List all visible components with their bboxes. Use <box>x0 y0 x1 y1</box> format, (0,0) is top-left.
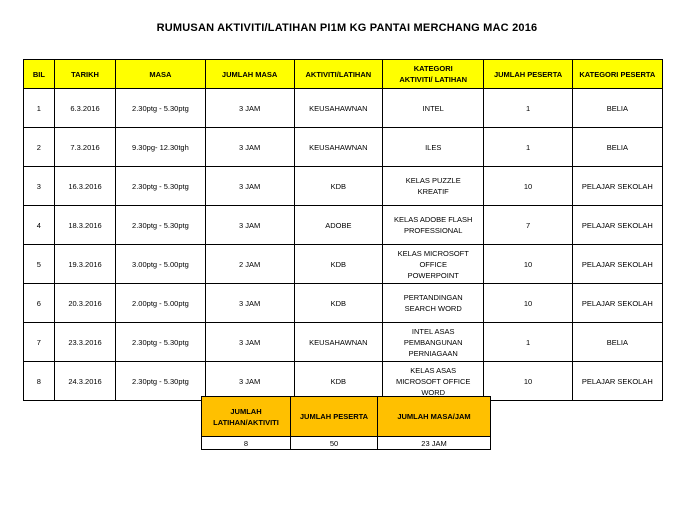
cell-tarikh: 18.3.2016 <box>54 206 116 245</box>
cell-kategori-peserta: BELIA <box>572 323 662 362</box>
table-row <box>24 128 663 167</box>
cell-jumlah-masa: 3 JAM <box>205 206 294 245</box>
cell-jumlah-masa: 3 JAM <box>205 284 294 323</box>
cell-masa: 2.30ptg - 5.30ptg <box>116 323 205 362</box>
table-row <box>24 245 663 284</box>
cell-jumlah-peserta: 1 <box>484 128 572 167</box>
col-header-kategori-peserta: KATEGORI PESERTA <box>572 60 662 89</box>
table-body <box>24 89 663 401</box>
summary-value-jumlah-peserta: 50 <box>291 437 378 450</box>
cell-kategori-peserta: PELAJAR SEKOLAH <box>572 206 662 245</box>
cell-tarikh: 19.3.2016 <box>54 245 116 284</box>
cell-bil: 7 <box>24 323 55 362</box>
cell-aktiviti: KEUSAHAWNAN <box>294 89 382 128</box>
col-header-jumlah-peserta: JUMLAH PESERTA <box>484 60 572 89</box>
cell-jumlah-masa: 3 JAM <box>205 89 294 128</box>
cell-kategori-aktiviti: KELAS MICROSOFT OFFICE POWERPOINT <box>382 245 484 284</box>
cell-kategori-peserta: PELAJAR SEKOLAH <box>572 245 662 284</box>
cell-tarikh: 6.3.2016 <box>54 89 116 128</box>
cell-masa: 2.30ptg - 5.30ptg <box>116 206 205 245</box>
cell-kategori-aktiviti: INTEL <box>382 89 484 128</box>
col-header-jumlah-masa: JUMLAH MASA <box>205 60 294 89</box>
cell-jumlah-masa: 3 JAM <box>205 362 294 401</box>
cell-aktiviti: KDB <box>294 167 382 206</box>
cell-jumlah-masa: 3 JAM <box>205 128 294 167</box>
cell-masa: 9.30pg- 12.30tgh <box>116 128 205 167</box>
table-row <box>24 89 663 128</box>
col-header-tarikh: TARIKH <box>54 60 116 89</box>
cell-kategori-aktiviti: KELAS ADOBE FLASH PROFESSIONAL <box>382 206 484 245</box>
table-row <box>24 323 663 362</box>
cell-kategori-peserta: PELAJAR SEKOLAH <box>572 362 662 401</box>
cell-aktiviti: KEUSAHAWNAN <box>294 128 382 167</box>
cell-masa: 2.30ptg - 5.30ptg <box>116 362 205 401</box>
cell-tarikh: 7.3.2016 <box>54 128 116 167</box>
cell-kategori-peserta: PELAJAR SEKOLAH <box>572 167 662 206</box>
cell-bil: 5 <box>24 245 55 284</box>
cell-kategori-aktiviti: PERTANDINGAN SEARCH WORD <box>382 284 484 323</box>
cell-aktiviti: KDB <box>294 245 382 284</box>
cell-bil: 2 <box>24 128 55 167</box>
table-row <box>24 362 663 401</box>
cell-jumlah-peserta: 10 <box>484 284 572 323</box>
summary-table <box>201 396 491 450</box>
cell-aktiviti: KDB <box>294 284 382 323</box>
cell-tarikh: 23.3.2016 <box>54 323 116 362</box>
cell-masa: 2.30ptg - 5.30ptg <box>116 167 205 206</box>
col-header-masa: MASA <box>116 60 205 89</box>
summary-value-jumlah-latihan: 8 <box>202 437 291 450</box>
cell-bil: 4 <box>24 206 55 245</box>
col-header-aktiviti: AKTIVITI/LATIHAN <box>294 60 382 89</box>
col-header-bil: BIL <box>24 60 55 89</box>
cell-bil: 1 <box>24 89 55 128</box>
summary-value-jumlah-masa: 23 JAM <box>378 437 491 450</box>
cell-aktiviti: KDB <box>294 362 382 401</box>
table-row <box>24 284 663 323</box>
cell-aktiviti: KEUSAHAWNAN <box>294 323 382 362</box>
cell-tarikh: 16.3.2016 <box>54 167 116 206</box>
cell-bil: 3 <box>24 167 55 206</box>
cell-masa: 2.30ptg - 5.30ptg <box>116 89 205 128</box>
cell-kategori-aktiviti: INTEL ASAS PEMBANGUNAN PERNIAGAAN <box>382 323 484 362</box>
table-row <box>24 206 663 245</box>
summary-header-jumlah-peserta: JUMLAH PESERTA <box>291 397 378 437</box>
cell-jumlah-peserta: 10 <box>484 245 572 284</box>
cell-kategori-aktiviti: ILES <box>382 128 484 167</box>
cell-tarikh: 24.3.2016 <box>54 362 116 401</box>
cell-jumlah-masa: 2 JAM <box>205 245 294 284</box>
cell-jumlah-peserta: 1 <box>484 323 572 362</box>
cell-bil: 8 <box>24 362 55 401</box>
cell-masa: 3.00ptg - 5.00ptg <box>116 245 205 284</box>
cell-kategori-peserta: BELIA <box>572 128 662 167</box>
table-header-row <box>24 60 663 89</box>
cell-jumlah-peserta: 10 <box>484 362 572 401</box>
cell-jumlah-masa: 3 JAM <box>205 323 294 362</box>
cell-kategori-aktiviti: KELAS PUZZLE KREATIF <box>382 167 484 206</box>
cell-masa: 2.00ptg - 5.00ptg <box>116 284 205 323</box>
summary-value-row <box>202 437 491 450</box>
cell-kategori-peserta: BELIA <box>572 89 662 128</box>
cell-kategori-peserta: PELAJAR SEKOLAH <box>572 284 662 323</box>
cell-bil: 6 <box>24 284 55 323</box>
col-header-kategori-aktiviti: KATEGORI AKTIVITI/ LATIHAN <box>382 60 484 89</box>
table-row <box>24 167 663 206</box>
summary-header-jumlah-latihan: JUMLAH LATIHAN/AKTIVITI <box>202 397 291 437</box>
cell-jumlah-peserta: 7 <box>484 206 572 245</box>
activity-table <box>23 59 663 401</box>
cell-aktiviti: ADOBE <box>294 206 382 245</box>
cell-tarikh: 20.3.2016 <box>54 284 116 323</box>
summary-header-jumlah-masa: JUMLAH MASA/JAM <box>378 397 491 437</box>
page-title: RUMUSAN AKTIVITI/LATIHAN PI1M KG PANTAI MERCHANG MAC 2016 <box>156 22 538 34</box>
cell-jumlah-peserta: 10 <box>484 167 572 206</box>
cell-kategori-aktiviti: KELAS ASAS MICROSOFT OFFICE WORD <box>382 362 484 401</box>
cell-jumlah-masa: 3 JAM <box>205 167 294 206</box>
summary-header-row <box>202 397 491 437</box>
cell-jumlah-peserta: 1 <box>484 89 572 128</box>
